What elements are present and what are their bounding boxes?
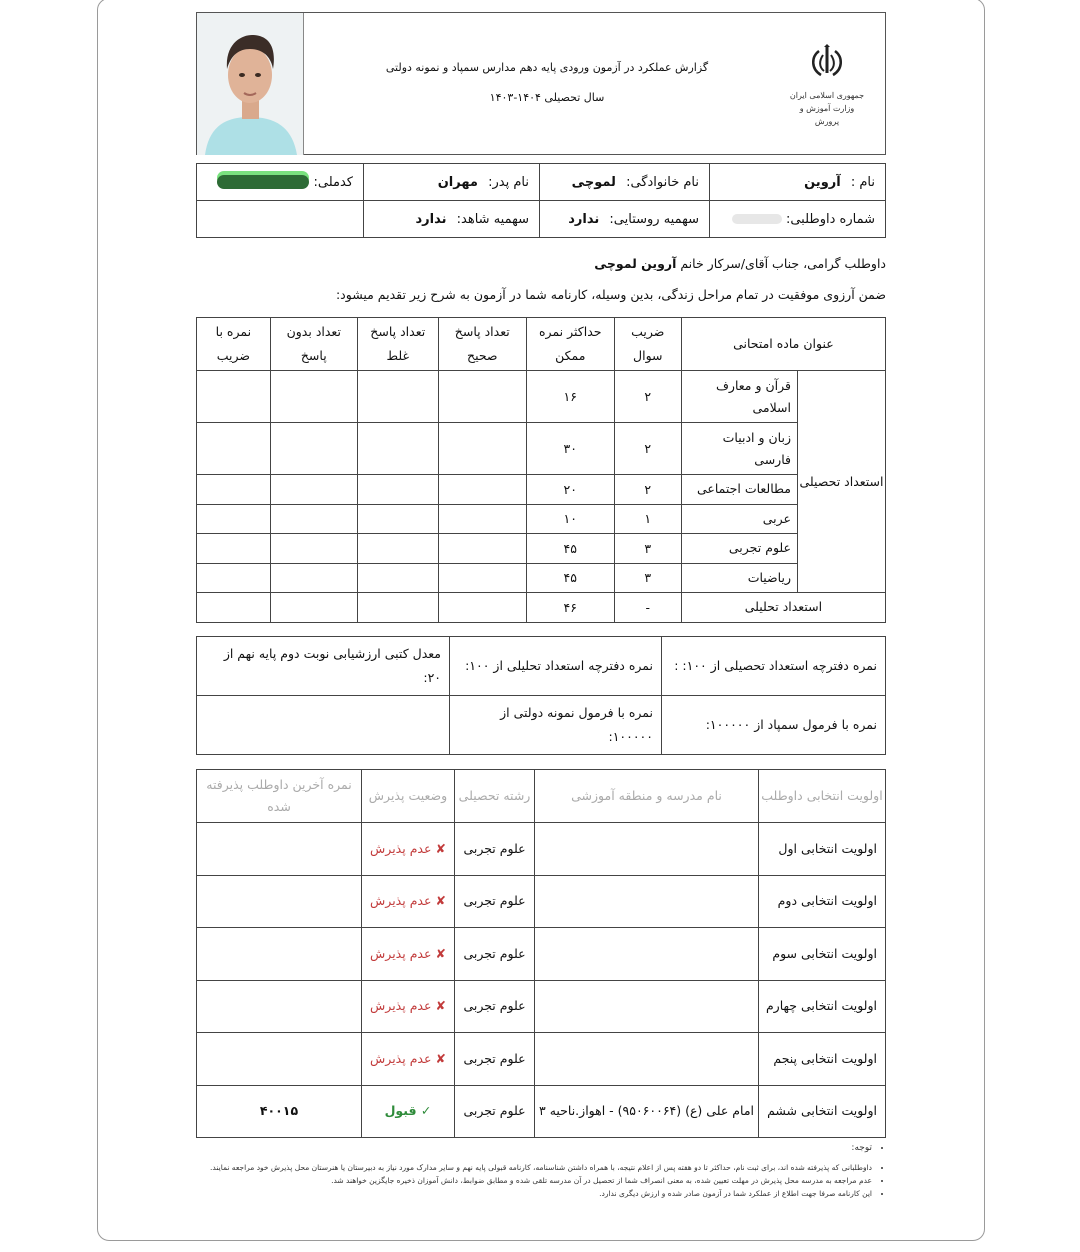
field-name: علوم تجربی (455, 823, 535, 876)
subject-name: قرآن و معارف اسلامی (681, 371, 797, 423)
national-id-cell (197, 164, 364, 201)
table-row (197, 504, 886, 534)
table-row (197, 1033, 886, 1086)
redacted-cell (438, 593, 526, 623)
priority-label: اولویت انتخابی چهارم (759, 980, 886, 1033)
last-score (197, 823, 362, 876)
reject-icon: ✘ (435, 893, 446, 909)
redacted-cell (197, 371, 271, 423)
redacted-cell (197, 534, 271, 564)
col-header-correct: تعداد پاسخ صحیح (438, 318, 526, 371)
redacted-cell (438, 563, 526, 593)
report-header (196, 12, 886, 155)
redacted-cell (357, 423, 438, 475)
max-value: ۲۰ (526, 475, 614, 505)
prefs-header-row (197, 770, 886, 823)
last-score (197, 1033, 362, 1086)
redacted-cell (357, 371, 438, 423)
subject-name: مطالعات اجتماعی (681, 475, 797, 505)
rural-quota-cell (540, 201, 710, 238)
status-text: عدم پذیرش (370, 945, 432, 961)
priority-label: اولویت انتخابی دوم (759, 875, 886, 928)
father-value: مهران (437, 174, 478, 190)
student-photo (197, 13, 304, 155)
note-item: • عدم مراجعه به مدرسه محل پذیرش در مهلت تعیین شده، به معنی انصراف شما از تحصیل در آن مدرسه تلقی شده و مطابق ضوابط، دانش آموزان ذخیره جایگزین خواهند شد. (196, 1175, 872, 1186)
field-name: علوم تجربی (455, 980, 535, 1033)
max-value: ۴۵ (526, 563, 614, 593)
name-value: آروین (804, 174, 841, 190)
ministry-emblem (787, 43, 867, 128)
redacted-cell (438, 423, 526, 475)
redacted-cell (270, 593, 357, 623)
status-text: عدم پذیرش (370, 893, 432, 909)
notes-title: • توجه: (196, 1143, 872, 1154)
table-row (197, 371, 886, 423)
last-score (197, 875, 362, 928)
note-item: • داوطلبانی که پذیرفته شده اند، برای ثبت نام، حداکثر تا دو هفته پس از اعلام نتیجه، با همراه داشتن شناسنامه، کارنامه قبولی پایه نهم و سایر مدارک مورد نیاز به دبیرستان یا هنرستان محل پذیرش خود مراجعه نمایند. (196, 1162, 872, 1173)
school-name (535, 980, 759, 1033)
academic-year: سال تحصیلی ۱۴۰۴-۱۴۰۳ (489, 91, 605, 104)
priority-label: اولویت انتخابی سوم (759, 928, 886, 981)
table-row (197, 980, 886, 1033)
redacted-cell (438, 504, 526, 534)
name-label: نام : (850, 174, 875, 190)
greeting-name: آروین لموچی (594, 256, 677, 271)
redacted-cell (270, 475, 357, 505)
reject-icon: ✘ (435, 998, 446, 1014)
redacted-cell (197, 423, 271, 475)
group-label: استعداد تحصیلی (798, 371, 886, 593)
family-label: نام خانوادگی: (626, 174, 699, 190)
col-header-weighted: نمره با ضریب (197, 318, 271, 371)
coef-value: ۲ (614, 423, 681, 475)
shahed-quota-value: ندارد (415, 211, 447, 227)
scores-table (196, 317, 886, 623)
redacted-value (732, 214, 782, 224)
report-title: گزارش عملکرد در آزمون ورودی پایه دهم مدارس سمپاد و نمونه دولتی (385, 61, 709, 74)
coef-value: ۳ (614, 563, 681, 593)
subject-name: عربی (681, 504, 797, 534)
redacted-cell (357, 475, 438, 505)
max-value: ۴۶ (526, 593, 614, 623)
coef-value: ۳ (614, 534, 681, 564)
shahed-quota-cell (364, 201, 540, 238)
notes (196, 1143, 886, 1201)
redacted-cell (357, 563, 438, 593)
reject-icon: ✘ (435, 945, 446, 961)
redacted-cell (357, 593, 438, 623)
col-header-blank: تعداد بدون پاسخ (270, 318, 357, 371)
greeting-line-2: ضمن آرزوی موفقیت در تمام مراحل زندگی، بدین وسیله، کارنامه شما در آزمون به شرح زیر تقدیم میشود: (335, 287, 886, 302)
status-text: عدم پذیرش (370, 1050, 432, 1066)
redacted-cell (270, 563, 357, 593)
redacted-cell (357, 504, 438, 534)
school-name (535, 928, 759, 981)
school-name (535, 1033, 759, 1086)
table-row (197, 875, 886, 928)
subject-name: زبان و ادبیات فارسی (681, 423, 797, 475)
redacted-cell (270, 371, 357, 423)
table-row (197, 1085, 886, 1138)
iran-emblem-icon (787, 43, 867, 89)
redaction-mark (217, 175, 309, 189)
status-badge (362, 1033, 455, 1086)
col-header-school: نام مدرسه و منطقه آموزشی (535, 770, 759, 823)
max-value: ۱۰ (526, 504, 614, 534)
status-badge (362, 1085, 455, 1138)
max-value: ۱۶ (526, 371, 614, 423)
field-name: علوم تجربی (455, 1033, 535, 1086)
school-name: امام علی (ع) (۹۵۰۶۰۰۶۴) - اهواز.ناحیه ۳ (535, 1085, 759, 1138)
last-score (197, 928, 362, 981)
accept-icon: ✓ (420, 1103, 432, 1119)
col-header-coef: ضریب سوال (614, 318, 681, 371)
coef-value: ۲ (614, 371, 681, 423)
redacted-cell (270, 504, 357, 534)
empty-cell (197, 696, 450, 755)
table-row (197, 563, 886, 593)
school-name (535, 875, 759, 928)
subject-name: ریاضیات (681, 563, 797, 593)
status-badge (362, 980, 455, 1033)
max-value: ۴۵ (526, 534, 614, 564)
redacted-cell (438, 534, 526, 564)
greeting (196, 248, 886, 308)
shahed-quota-label: سهمیه شاهد: (456, 211, 529, 227)
greeting-line-1 (196, 248, 886, 279)
redacted-cell (197, 504, 271, 534)
status-badge (362, 875, 455, 928)
header-title-block (357, 53, 737, 113)
name-cell (710, 164, 886, 201)
greeting-salutation: داوطلب گرامی، جناب آقای/سرکار خانم (680, 256, 886, 271)
col-header-max: حداکثر نمره ممکن (526, 318, 614, 371)
priority-label: اولویت انتخابی ششم (759, 1085, 886, 1138)
coef-value: ۲ (614, 475, 681, 505)
col-header-priority: اولویت انتخابی داوطلب (759, 770, 886, 823)
col-header-last-score: نمره آخرین داوطلب پذیرفته شده (197, 770, 362, 823)
col-header-wrong: تعداد پاسخ غلط (357, 318, 438, 371)
score-summary (196, 636, 886, 755)
talent-score-cell: نمره دفترچه استعداد تحصیلی از ۱۰۰: : (662, 637, 886, 696)
family-value: لموچی (571, 174, 616, 190)
redacted-cell (197, 563, 271, 593)
max-value: ۳۰ (526, 423, 614, 475)
emblem-caption-country: جمهوری اسلامی ایران (789, 91, 865, 100)
coef-value: - (614, 593, 681, 623)
applicant-no-label: شماره داوطلبی: (785, 211, 875, 227)
father-label: نام پدر: (488, 174, 529, 190)
col-header-subject: عنوان ماده امتحانی (681, 318, 885, 371)
rural-quota-value: ندارد (568, 211, 600, 227)
gpa-cell: معدل کتبی ارزشیابی نوبت دوم پایه نهم از ۲۰: (197, 637, 450, 696)
empty-cell (197, 201, 364, 238)
reject-icon: ✘ (435, 1050, 446, 1066)
note-item: • این کارنامه صرفا جهت اطلاع از عملکرد شما در آزمون صادر شده و ارزش دیگری ندارد. (196, 1188, 872, 1199)
school-name (535, 823, 759, 876)
reject-icon: ✘ (435, 840, 446, 856)
field-name: علوم تجربی (455, 1085, 535, 1138)
field-name: علوم تجربی (455, 875, 535, 928)
redacted-cell (438, 475, 526, 505)
field-name: علوم تجربی (455, 928, 535, 981)
analytic-score-cell: نمره دفترچه استعداد تحلیلی از ۱۰۰: (450, 637, 662, 696)
redacted-cell (197, 475, 271, 505)
national-id-label: کدملی: (313, 174, 353, 190)
last-score (197, 980, 362, 1033)
student-info (196, 163, 886, 238)
status-text: عدم پذیرش (370, 840, 432, 856)
col-header-field: رشته تحصیلی (455, 770, 535, 823)
status-badge (362, 823, 455, 876)
coef-value: ۱ (614, 504, 681, 534)
subject-name: علوم تجربی (681, 534, 797, 564)
priority-label: اولویت انتخابی پنجم (759, 1033, 886, 1086)
sampad-score-cell: نمره با فرمول سمپاد از ۱۰۰۰۰۰: (662, 696, 886, 755)
table-row (197, 823, 886, 876)
redacted-cell (197, 593, 271, 623)
subject-name: استعداد تحلیلی (681, 593, 885, 623)
status-text: عدم پذیرش (370, 998, 432, 1014)
family-cell (540, 164, 710, 201)
table-row (197, 928, 886, 981)
table-row (197, 475, 886, 505)
redacted-cell (438, 371, 526, 423)
applicant-no-cell (710, 201, 886, 238)
preferences-table (196, 769, 886, 1138)
emblem-caption-ministry: وزارت آموزش و پرورش (799, 104, 855, 126)
redacted-cell (270, 534, 357, 564)
priority-label: اولویت انتخابی اول (759, 823, 886, 876)
scores-header-row (197, 318, 886, 371)
last-score: ۴۰۰۱۵ (197, 1085, 362, 1138)
rural-quota-label: سهمیه روستایی: (609, 211, 699, 227)
col-header-status: وضعیت پذیرش (362, 770, 455, 823)
father-cell (364, 164, 540, 201)
status-badge (362, 928, 455, 981)
status-text: قبول (384, 1103, 417, 1119)
redacted-cell (270, 423, 357, 475)
nemooneh-score-cell: نمره با فرمول نمونه دولتی از ۱۰۰۰۰۰: (450, 696, 662, 755)
table-row (197, 423, 886, 475)
table-row (197, 593, 886, 623)
table-row (197, 534, 886, 564)
redacted-cell (357, 534, 438, 564)
